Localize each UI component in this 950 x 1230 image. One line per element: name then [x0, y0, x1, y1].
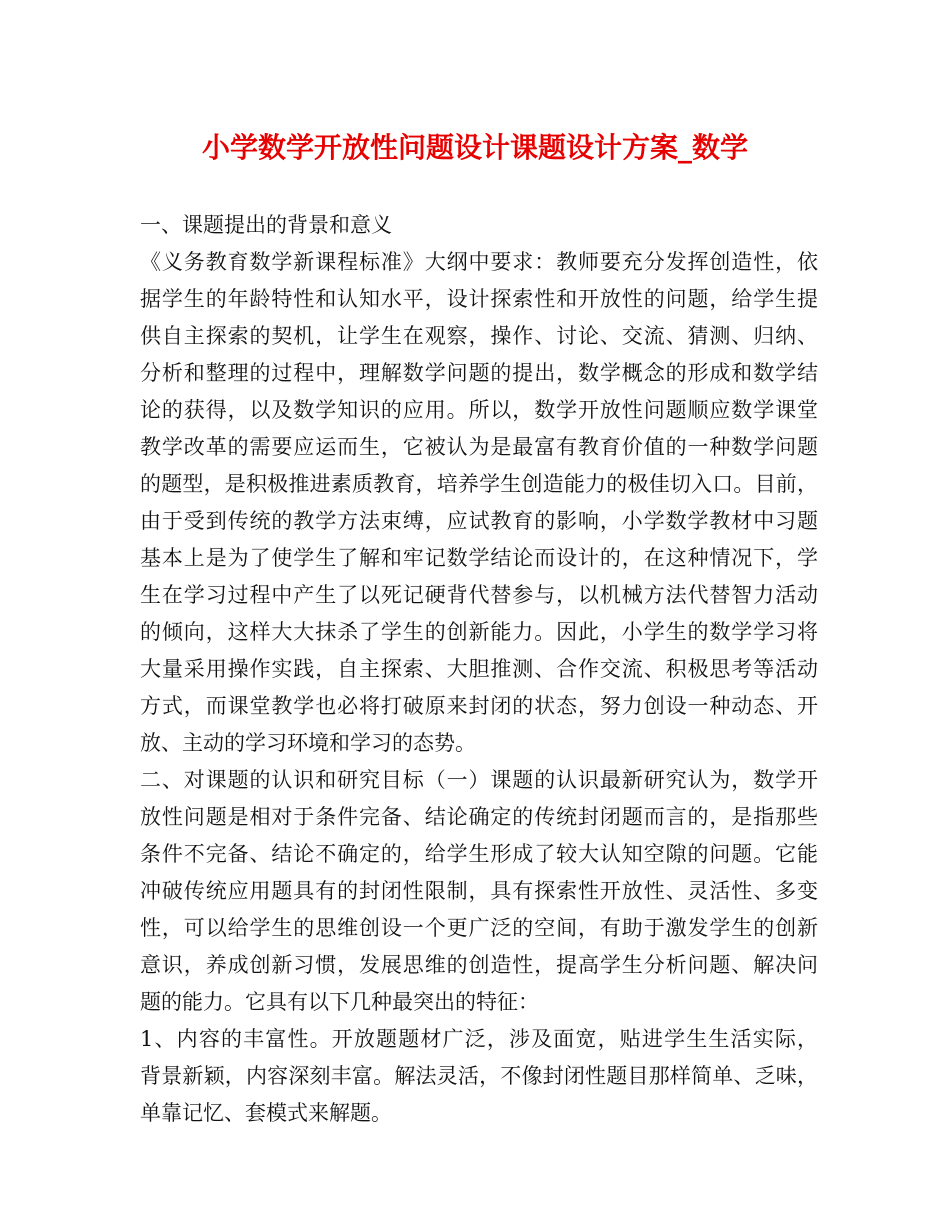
- body-text-line: 一、课题提出的背景和意义: [140, 213, 392, 237]
- body-text-line: 的倾向，这样大大抹杀了学生的创新能力。因此，小学生的数学学习将: [140, 620, 818, 644]
- body-text-line: 大量采用操作实践，自主探索、大胆推测、合作交流、积极思考等活动: [140, 657, 818, 681]
- document-title: 小学数学开放性问题设计课题设计方案_数学: [201, 131, 748, 164]
- body-text-line: 方式，而课堂教学也必将打破原来封闭的状态，努力创设一种动态、开: [140, 694, 818, 718]
- body-text-line: 单靠记忆、套模式来解题。: [140, 1101, 392, 1125]
- body-text-line: 1、内容的丰富性。开放题题材广泛，涉及面宽，贴进学生生活实际，: [140, 1027, 818, 1051]
- body-text-line: 放、主动的学习环境和学习的态势。: [140, 731, 476, 755]
- body-text-line: 供自主探索的契机，让学生在观察，操作、讨论、交流、猜测、归纳、: [140, 324, 818, 348]
- body-text-line: 的题型，是积极推进素质教育，培养学生创造能力的极佳切入口。目前，: [140, 472, 818, 496]
- body-text-line: 据学生的年龄特性和认知水平，设计探索性和开放性的问题，给学生提: [140, 287, 818, 311]
- body-text-line: 性，可以给学生的思维创设一个更广泛的空间，有助于激发学生的创新: [140, 916, 818, 940]
- body-text-line: 背景新颖，内容深刻丰富。解法灵活，不像封闭性题目那样简单、乏味，: [140, 1064, 818, 1088]
- body-text-line: 论的获得，以及数学知识的应用。所以，数学开放性问题顺应数学课堂: [140, 398, 818, 422]
- body-text-line: 条件不完备、结论不确定的，给学生形成了较大认知空隙的问题。它能: [140, 842, 818, 866]
- body-text-line: 分析和整理的过程中，理解数学问题的提出，数学概念的形成和数学结: [140, 361, 818, 385]
- body-text-line: 冲破传统应用题具有的封闭性限制，具有探索性开放性、灵活性、多变: [140, 879, 818, 903]
- body-text-line: 教学改革的需要应运而生，它被认为是最富有教育价值的一种数学问题: [140, 435, 818, 459]
- body-text-line: 《义务教育数学新课程标准》大纲中要求：教师要充分发挥创造性，依: [140, 250, 818, 274]
- body-text-line: 由于受到传统的教学方法束缚，应试教育的影响，小学数学教材中习题: [140, 509, 818, 533]
- body-text-line: 意识，养成创新习惯，发展思维的创造性，提高学生分析问题、解决问: [140, 953, 818, 977]
- body-text-line: 二、对课题的认识和研究目标（一）课题的认识最新研究认为，数学开: [140, 768, 818, 792]
- body-text-line: 基本上是为了使学生了解和牢记数学结论而设计的，在这种情况下，学: [140, 546, 818, 570]
- body-text-line: 生在学习过程中产生了以死记硬背代替参与，以机械方法代替智力活动: [140, 583, 818, 607]
- body-text-line: 放性问题是相对于条件完备、结论确定的传统封闭题而言的，是指那些: [140, 805, 818, 829]
- body-text-line: 题的能力。它具有以下几种最突出的特征：: [140, 990, 539, 1014]
- document-body: [140, 207, 818, 1132]
